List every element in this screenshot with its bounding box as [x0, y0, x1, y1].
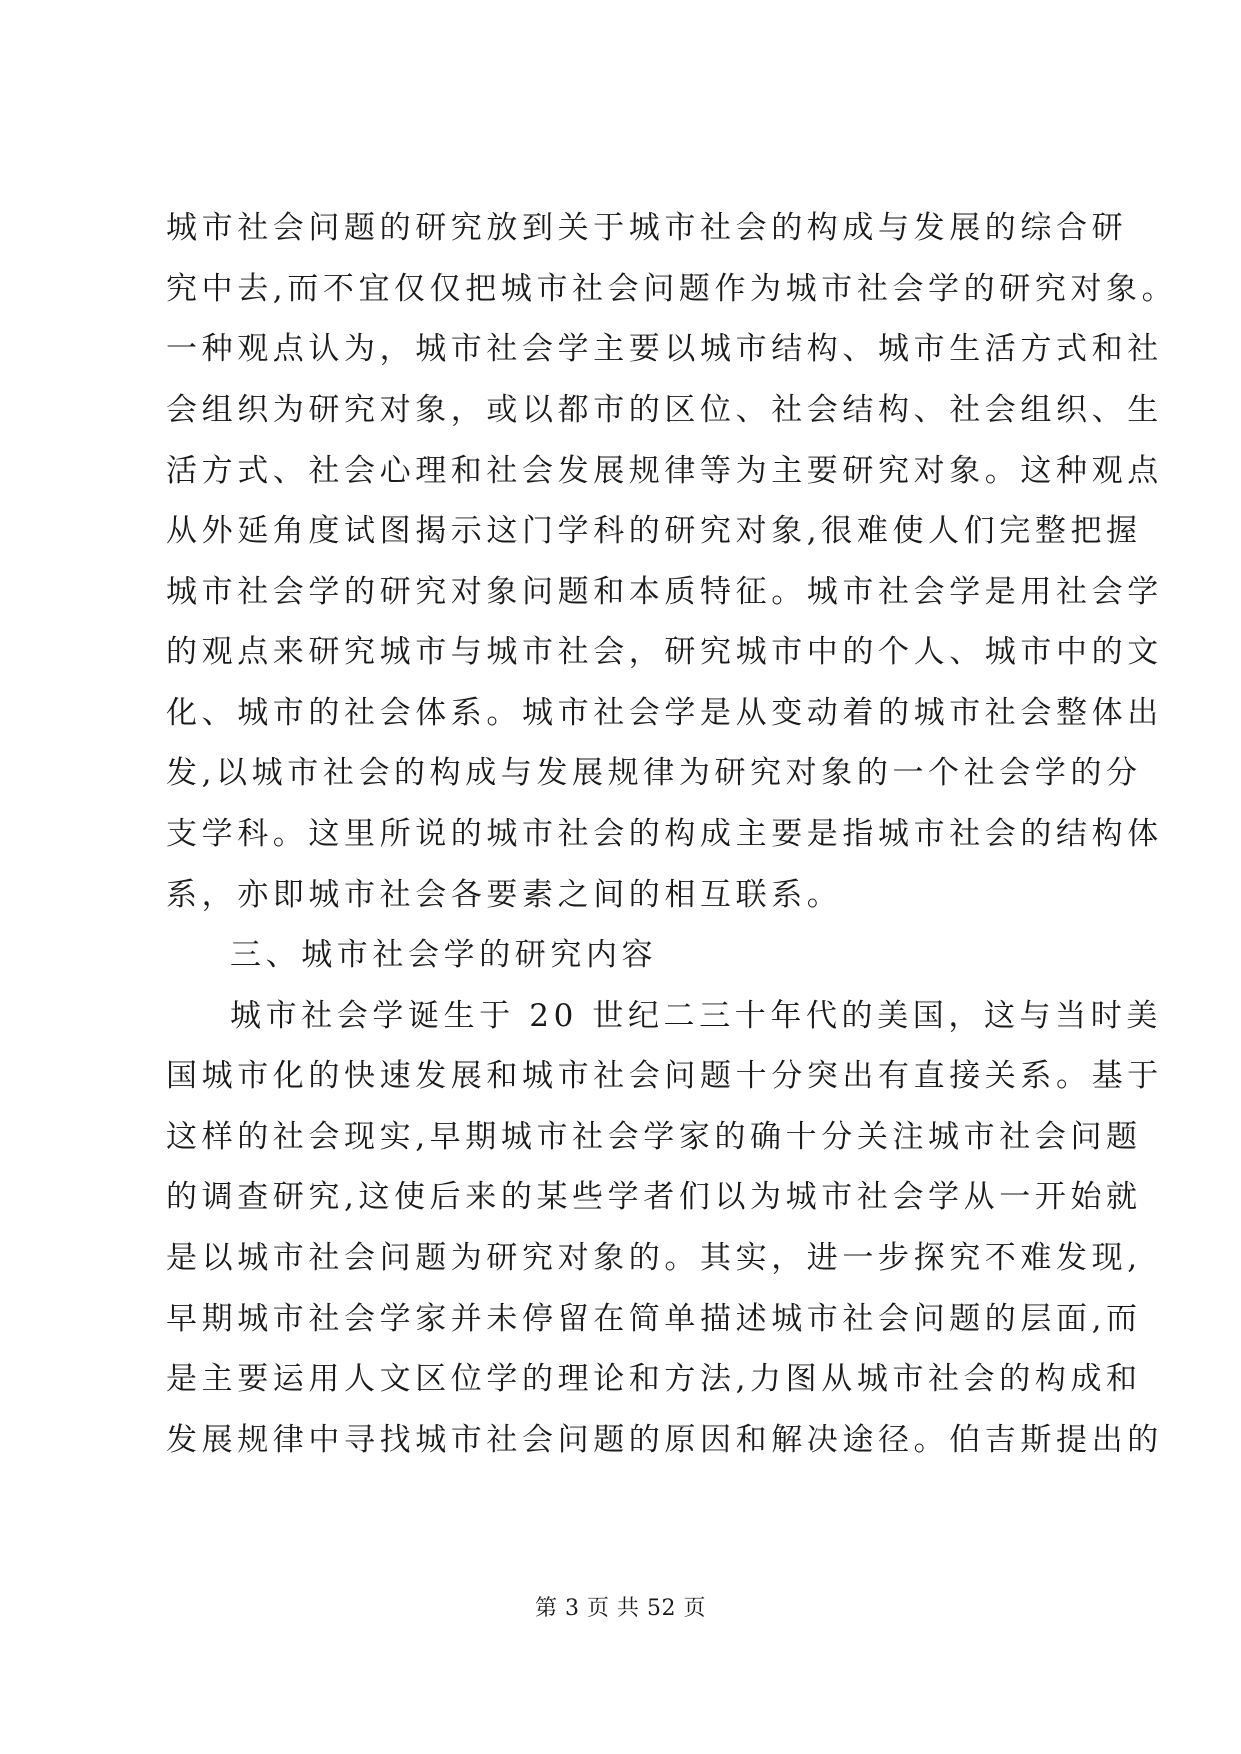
- body-text-line: 这样的社会现实,早期城市社会学家的确十分关注城市社会问题: [166, 1119, 1142, 1155]
- body-text-line: 是以城市社会问题为研究对象的。其实，进一步探究不难发现,: [166, 1240, 1142, 1276]
- body-text-line: 从外延角度试图揭示这门学科的研究对象,很难使人们完整把握: [166, 513, 1142, 549]
- body-text-line: 支学科。这里所说的城市社会的构成主要是指城市社会的结构体: [166, 816, 1163, 852]
- body-text-line: 城市社会问题的研究放到关于城市社会的构成与发展的综合研: [166, 210, 1128, 246]
- body-text-line: 城市社会学诞生于 20 世纪二三十年代的美国，这与当时美: [230, 998, 1162, 1034]
- body-text-line: 化、城市的社会体系。城市社会学是从变动着的城市社会整体出: [166, 695, 1163, 731]
- body-text-line: 城市社会学的研究对象问题和本质特征。城市社会学是用社会学: [166, 574, 1163, 610]
- body-text-line: 是主要运用人文区位学的理论和方法,力图从城市社会的构成和: [166, 1361, 1142, 1397]
- body-text-line: 发展规律中寻找城市社会问题的原因和解决途径。伯吉斯提出的: [166, 1422, 1163, 1458]
- body-text-line: 的调查研究,这使后来的某些学者们以为城市社会学从一开始就: [166, 1179, 1142, 1215]
- body-text-line: 发,以城市社会的构成与发展规律为研究对象的一个社会学的分: [166, 755, 1142, 791]
- section-heading: 三、城市社会学的研究内容: [230, 937, 658, 973]
- body-text-line: 活方式、社会心理和社会发展规律等为主要研究对象。这种观点: [166, 453, 1163, 489]
- body-text-line: 早期城市社会学家并未停留在简单描述城市社会问题的层面,而: [166, 1301, 1142, 1337]
- body-text-line: 一种观点认为，城市社会学主要以城市结构、城市生活方式和社: [166, 331, 1163, 367]
- body-text-line: 的观点来研究城市与城市社会，研究城市中的个人、城市中的文: [166, 634, 1163, 670]
- body-text-line: 会组织为研究对象，或以都市的区位、社会结构、社会组织、生: [166, 392, 1163, 428]
- body-text-line: 国城市化的快速发展和城市社会问题十分突出有直接关系。基于: [166, 1058, 1163, 1094]
- page-number-footer: 第 3 页 共 52 页: [535, 1596, 706, 1621]
- body-text-line: 究中去,而不宜仅仅把城市社会问题作为城市社会学的研究对象。: [166, 271, 1178, 307]
- body-text-line: 系，亦即城市社会各要素之间的相互联系。: [166, 877, 843, 913]
